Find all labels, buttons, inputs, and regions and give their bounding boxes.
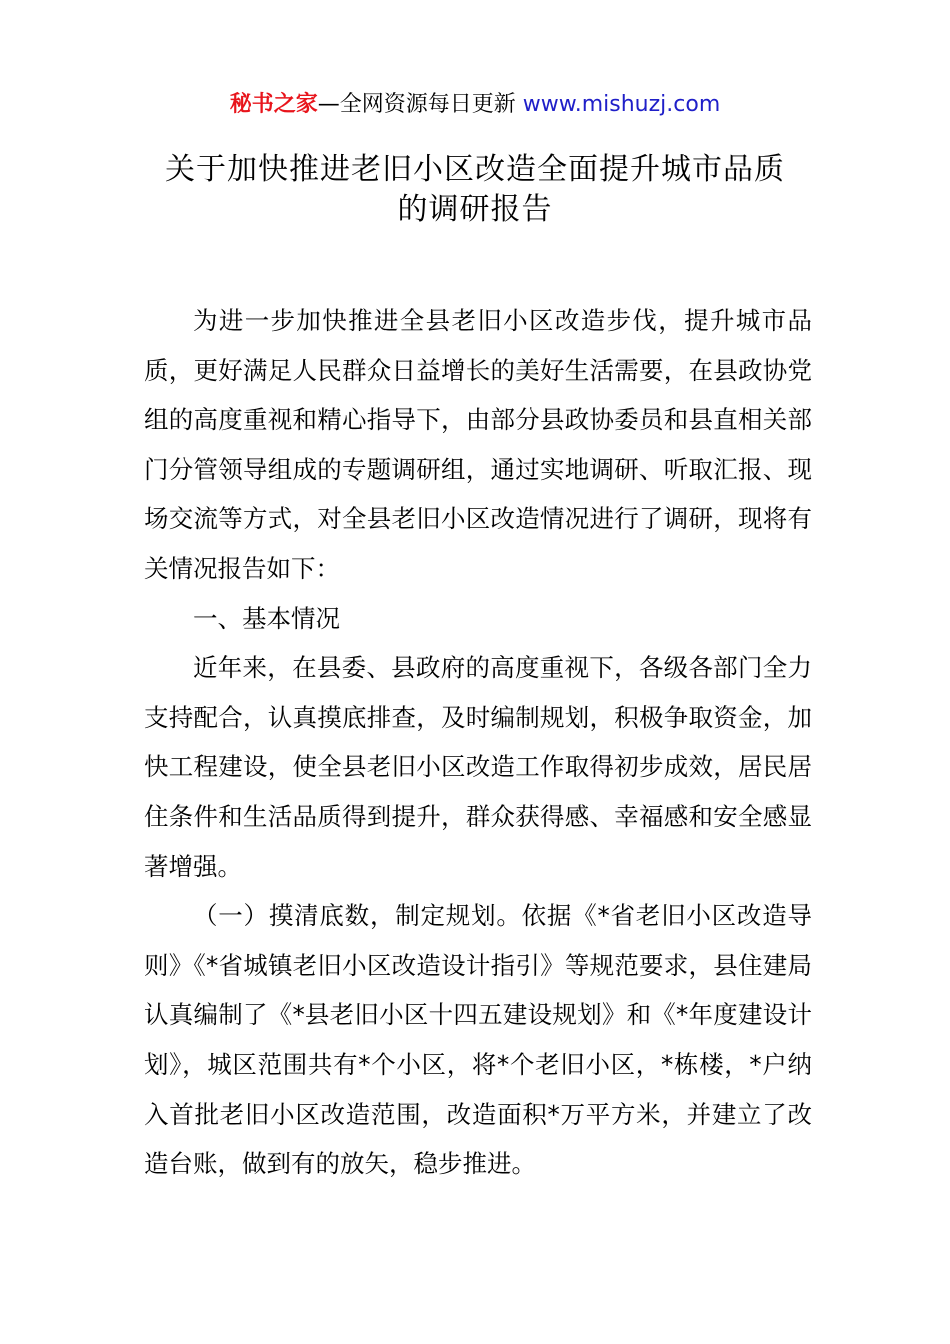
title-line-1: 关于加快推进老旧小区改造全面提升城市品质: [165, 152, 785, 187]
paragraph-overview: 近年来，在县委、县政府的高度重视下，各级各部门全力支持配合，认真摸底排查，及时编制规划，积极争取资金，加快工程建设，使全县老旧小区改造工作取得初步成效，居民居住条件和生活品质得到提升，群众获得感、幸福感和安全感显著增强。: [144, 653, 812, 881]
title-line-2: 的调研报告: [397, 192, 553, 227]
document-title: [140, 150, 810, 230]
paragraph-subsection-1: （一）摸清底数，制定规划。依据《*省老旧小区改造导则》《*省城镇老旧小区改造设计指引》等规范要求，县住建局认真编制了《*县老旧小区十四五建设规划》和《*年度建设计划》，城区范围共有*个小区，将*个老旧小区，*栋楼，*户纳入首批老旧小区改造范围，改造面积*万平方米，并建立了改造台账，做到有的放矢，稳步推进。: [144, 901, 812, 1179]
site-banner: [0, 88, 950, 122]
document-body: [144, 296, 812, 1189]
banner-tagline: —全网资源每日更新: [317, 92, 523, 117]
brand-name: 秘书之家: [229, 92, 318, 117]
site-url-link[interactable]: www.mishuzj.com: [522, 92, 721, 117]
paragraph-intro: 为进一步加快推进全县老旧小区改造步伐，提升城市品质，更好满足人民群众日益增长的美好生活需要，在县政协党组的高度重视和精心指导下，由部分县政协委员和县直相关部门分管领导组成的专题调研组，通过实地调研、听取汇报、现场交流等方式，对全县老旧小区改造情况进行了调研，现将有关情况报告如下：: [144, 306, 812, 583]
section-heading-basic-situation: 一、基本情况: [193, 603, 340, 633]
